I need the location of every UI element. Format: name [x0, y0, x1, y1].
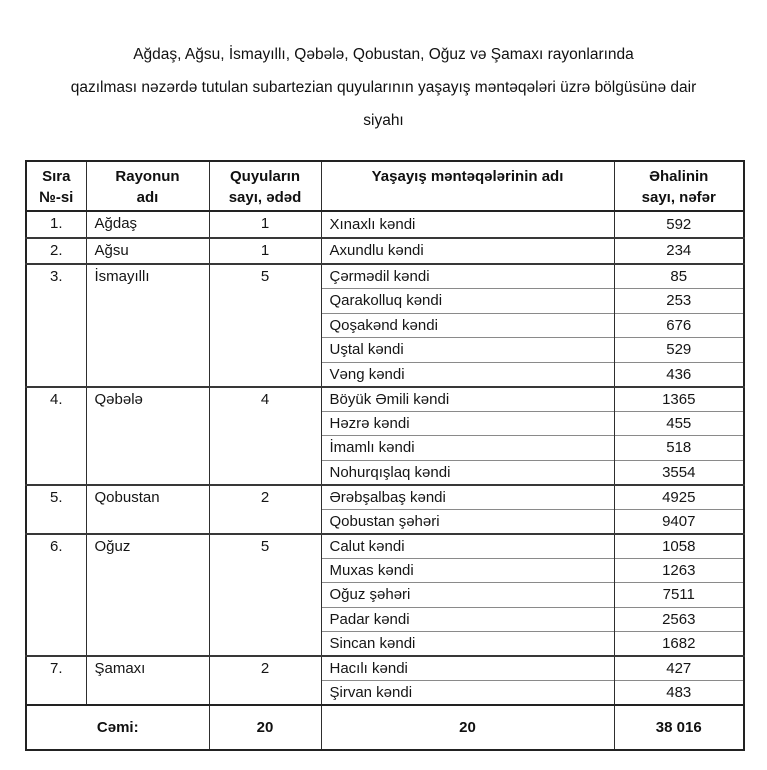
title-line-3: siyahı — [363, 112, 404, 129]
settlement-name-cell: Uştal kəndi — [321, 338, 614, 363]
table-row — [26, 264, 744, 289]
header-line: adı — [136, 189, 159, 206]
total-label-cell: Cəmi: — [26, 705, 209, 750]
header-line: sayı, ədəd — [228, 189, 302, 206]
population-cell: 592 — [614, 211, 744, 238]
population-cell: 427 — [614, 656, 744, 681]
wells-count-cell: 1 — [209, 211, 321, 238]
wells-count-cell: 5 — [209, 534, 321, 657]
population-cell: 234 — [614, 238, 744, 265]
wells-count-cell: 4 — [209, 387, 321, 485]
population-cell: 3554 — [614, 460, 744, 485]
row-number-cell: 3. — [26, 264, 86, 387]
settlement-name-cell: Həzrə kəndi — [321, 411, 614, 436]
wells-count-cell: 2 — [209, 485, 321, 534]
title-line-1: Ağdaş, Ağsu, İsmayıllı, Qəbələ, Qobustan, Oğuz və Şamaxı rayonlarında — [133, 46, 634, 63]
header-line: Quyuların — [229, 168, 300, 185]
header-population — [614, 161, 744, 211]
settlement-name-cell: Sincan kəndi — [321, 632, 614, 657]
header-line: Rayonun — [115, 168, 180, 185]
wells-count-cell: 5 — [209, 264, 321, 387]
table-header-row — [26, 161, 744, 211]
header-row-number — [26, 161, 86, 211]
document-title — [0, 38, 767, 137]
row-number-cell: 2. — [26, 238, 86, 265]
header-line: Sıra — [42, 168, 71, 185]
settlement-name-cell: İmamlı kəndi — [321, 436, 614, 461]
header-line: sayı, nəfər — [641, 189, 716, 206]
population-cell: 7511 — [614, 583, 744, 608]
wells-count-cell: 1 — [209, 238, 321, 265]
header-line: №-si — [39, 189, 74, 206]
header-rayon-name — [86, 161, 209, 211]
wells-count-cell: 2 — [209, 656, 321, 705]
row-number-cell: 7. — [26, 656, 86, 705]
rayon-cell: Şamaxı — [86, 656, 209, 705]
table-row — [26, 534, 744, 559]
settlement-name-cell: Ərəbşalbaş kəndi — [321, 485, 614, 510]
population-cell: 436 — [614, 362, 744, 387]
row-number-cell: 6. — [26, 534, 86, 657]
table-row — [26, 211, 744, 238]
header-line: Yaşayış məntəqələrinin adı — [371, 168, 564, 185]
rayon-cell: Ağsu — [86, 238, 209, 265]
settlement-name-cell: Axundlu kəndi — [321, 238, 614, 265]
total-settlements-cell: 20 — [321, 705, 614, 750]
population-cell: 1682 — [614, 632, 744, 657]
row-number-cell: 1. — [26, 211, 86, 238]
rayon-cell: Oğuz — [86, 534, 209, 657]
settlement-name-cell: Çərmədil kəndi — [321, 264, 614, 289]
settlement-name-cell: Nohurqışlaq kəndi — [321, 460, 614, 485]
row-number-cell: 5. — [26, 485, 86, 534]
population-cell: 1263 — [614, 558, 744, 583]
population-cell: 529 — [614, 338, 744, 363]
wells-distribution-table — [25, 160, 745, 751]
population-cell: 85 — [614, 264, 744, 289]
population-cell: 455 — [614, 411, 744, 436]
table-row — [26, 485, 744, 510]
header-settlement-name — [321, 161, 614, 211]
population-cell: 9407 — [614, 509, 744, 534]
population-cell: 253 — [614, 289, 744, 314]
settlement-name-cell: Calut kəndi — [321, 534, 614, 559]
table-row — [26, 387, 744, 412]
table-row — [26, 238, 744, 265]
population-cell: 483 — [614, 681, 744, 706]
settlement-name-cell: Qobustan şəhəri — [321, 509, 614, 534]
population-cell: 4925 — [614, 485, 744, 510]
settlement-name-cell: Böyük Əmili kəndi — [321, 387, 614, 412]
settlement-name-cell: Qarakolluq kəndi — [321, 289, 614, 314]
settlement-name-cell: Qoşakənd kəndi — [321, 313, 614, 338]
rayon-cell: Qəbələ — [86, 387, 209, 485]
population-cell: 1058 — [614, 534, 744, 559]
rayon-cell: Qobustan — [86, 485, 209, 534]
header-wells-count — [209, 161, 321, 211]
table-row — [26, 656, 744, 681]
rayon-cell: Ağdaş — [86, 211, 209, 238]
settlement-name-cell: Padar kəndi — [321, 607, 614, 632]
title-line-2: qazılması nəzərdə tutulan subartezian quyularının yaşayış məntəqələri üzrə bölgüsünə dair — [70, 79, 697, 96]
header-line: Əhalinin — [649, 168, 709, 185]
settlement-name-cell: Şirvan kəndi — [321, 681, 614, 706]
rayon-cell: İsmayıllı — [86, 264, 209, 387]
settlement-name-cell: Vəng kəndi — [321, 362, 614, 387]
population-cell: 1365 — [614, 387, 744, 412]
settlement-name-cell: Muxas kəndi — [321, 558, 614, 583]
row-number-cell: 4. — [26, 387, 86, 485]
total-row — [26, 705, 744, 750]
population-cell: 2563 — [614, 607, 744, 632]
settlement-name-cell: Xınaxlı kəndi — [321, 211, 614, 238]
settlement-name-cell: Hacılı kəndi — [321, 656, 614, 681]
total-wells-cell: 20 — [209, 705, 321, 750]
settlement-name-cell: Oğuz şəhəri — [321, 583, 614, 608]
population-cell: 676 — [614, 313, 744, 338]
total-population-cell: 38 016 — [614, 705, 744, 750]
population-cell: 518 — [614, 436, 744, 461]
